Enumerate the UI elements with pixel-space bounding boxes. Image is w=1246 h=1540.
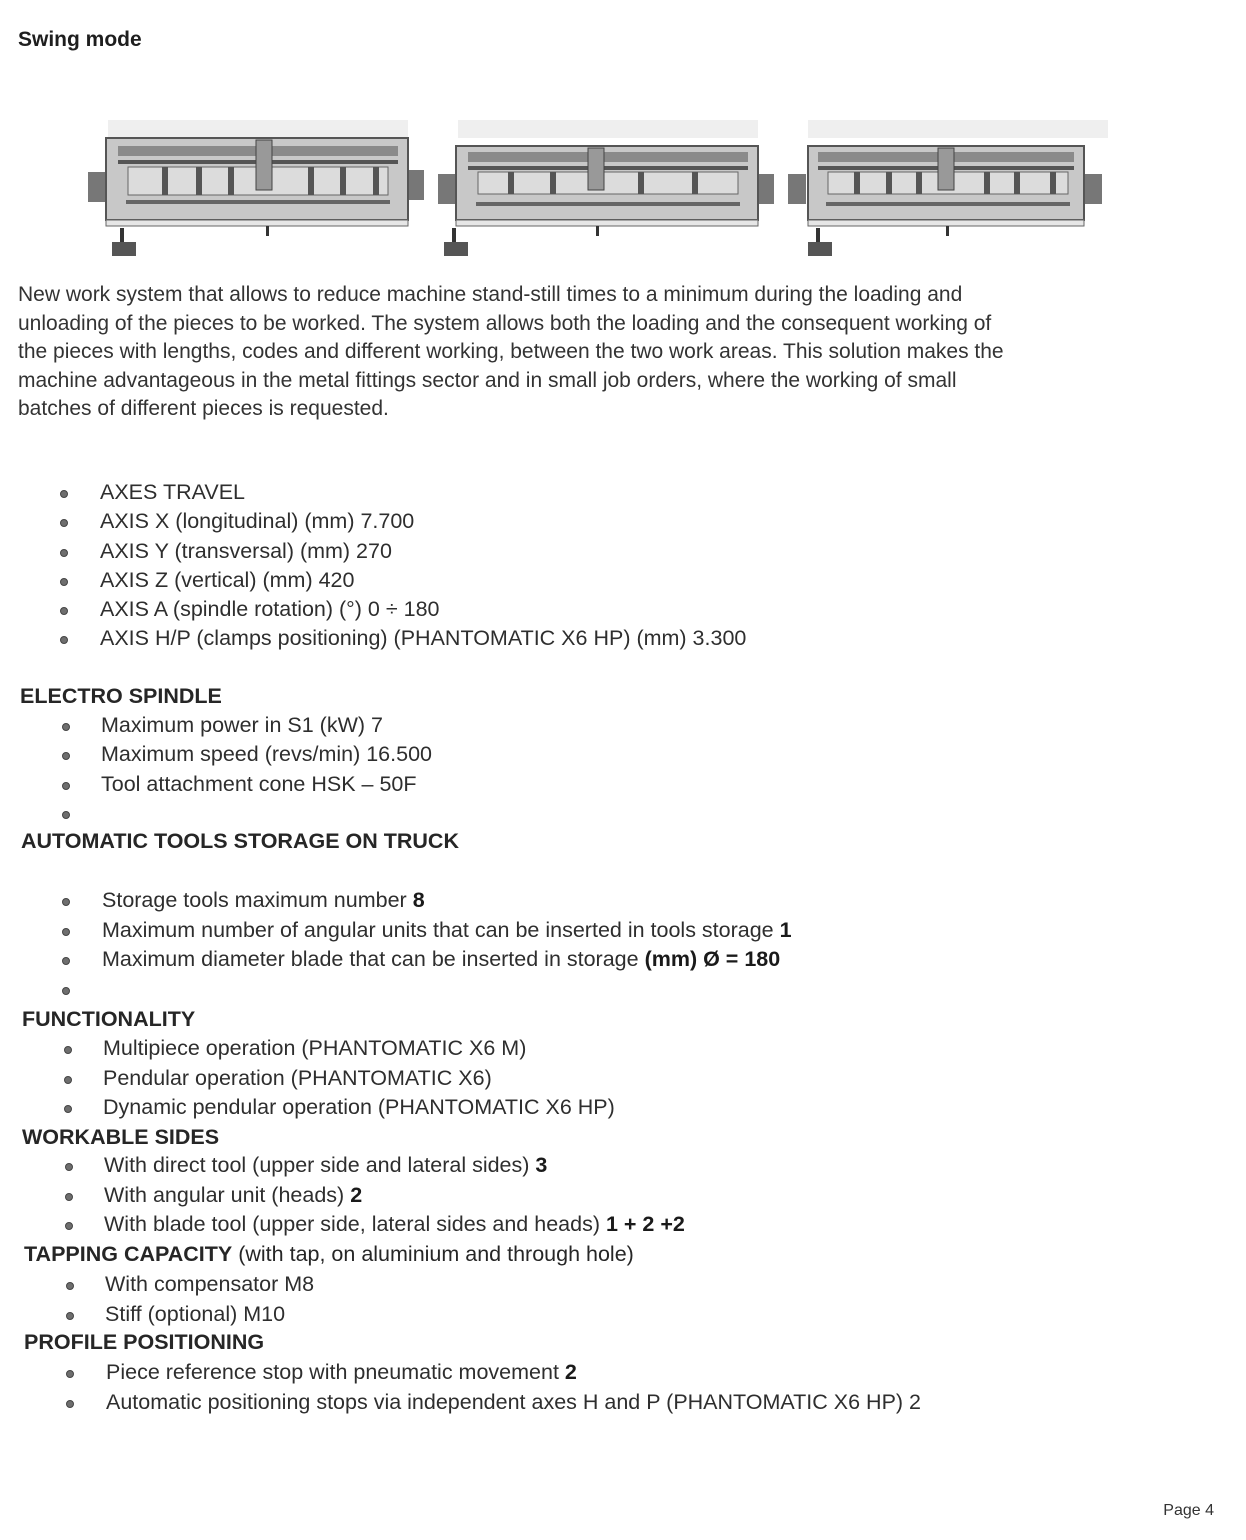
- bullet-icon: [62, 752, 70, 760]
- bullet-icon: [66, 1312, 74, 1320]
- list-item: Maximum number of angular units that can be inserted in tools storage 1: [62, 918, 792, 948]
- list-item: AXIS H/P (clamps positioning) (PHANTOMATIC X6 HP) (mm) 3.300: [60, 626, 746, 655]
- section-heading-profile-positioning: PROFILE POSITIONING: [24, 1330, 265, 1354]
- section-heading-tapping-capacity: TAPPING CAPACITY (with tap, on aluminium and through hole): [24, 1242, 634, 1266]
- section-heading-workable-sides: WORKABLE SIDES: [22, 1125, 220, 1149]
- list-item: Stiff (optional) M10: [66, 1302, 314, 1332]
- axes-list: [60, 480, 746, 656]
- intro-line: New work system that allows to reduce machine stand-still times to a minimum during the loading and: [18, 283, 963, 306]
- bullet-icon: [60, 607, 68, 615]
- page-number: Page 4: [1163, 1502, 1214, 1519]
- list-item: Automatic positioning stops via independent axes H and P (PHANTOMATIC X6 HP) 2: [66, 1390, 921, 1420]
- list-item: Dynamic pendular operation (PHANTOMATIC X6 HP): [64, 1095, 615, 1125]
- list-item: With direct tool (upper side and lateral sides) 3: [65, 1153, 685, 1183]
- list-item: AXIS A (spindle rotation) (°) 0 ÷ 180: [60, 597, 746, 626]
- tools-storage-list: [62, 888, 792, 1007]
- bullet-icon: [62, 782, 70, 790]
- bullet-icon: [60, 578, 68, 586]
- bullet-icon: [65, 1163, 73, 1171]
- list-item: With blade tool (upper side, lateral sides and heads) 1 + 2 +2: [65, 1212, 685, 1242]
- list-item: AXIS X (longitudinal) (mm) 7.700: [60, 509, 746, 538]
- bullet-icon: [60, 636, 68, 644]
- bullet-icon: [66, 1282, 74, 1290]
- bullet-icon: [65, 1193, 73, 1201]
- section-heading-tools-storage: AUTOMATIC TOOLS STORAGE ON TRUCK: [21, 829, 459, 853]
- page-title: Swing mode: [18, 28, 142, 51]
- bullet-icon: [65, 1222, 73, 1230]
- list-item: Storage tools maximum number 8: [62, 888, 792, 918]
- list-item: Piece reference stop with pneumatic movement 2: [66, 1360, 921, 1390]
- section-heading-electro-spindle: ELECTRO SPINDLE: [20, 684, 222, 708]
- bullet-icon: [66, 1400, 74, 1408]
- list-item: With compensator M8: [66, 1272, 314, 1302]
- workable-sides-list: [65, 1153, 685, 1242]
- list-item: [62, 801, 432, 830]
- list-item: [62, 977, 792, 1007]
- bullet-icon: [60, 519, 68, 527]
- list-item: AXIS Z (vertical) (mm) 420: [60, 568, 746, 597]
- machine-illustration-2: [438, 112, 778, 262]
- functionality-list: [64, 1036, 615, 1125]
- bullet-icon: [62, 928, 70, 936]
- bullet-icon: [62, 811, 70, 819]
- intro-paragraph: [18, 281, 1198, 424]
- bullet-icon: [62, 987, 70, 995]
- list-item: Maximum diameter blade that can be inserted in storage (mm) Ø = 180: [62, 947, 792, 977]
- section-heading-functionality: FUNCTIONALITY: [22, 1007, 196, 1031]
- list-item: Multipiece operation (PHANTOMATIC X6 M): [64, 1036, 615, 1066]
- list-item: With angular unit (heads) 2: [65, 1183, 685, 1213]
- intro-line: unloading of the pieces to be worked. The system allows both the loading and the consequent working of: [18, 311, 992, 335]
- bullet-icon: [64, 1105, 72, 1113]
- list-item: Maximum speed (revs/min) 16.500: [62, 742, 432, 771]
- list-item: AXES TRAVEL: [60, 480, 746, 509]
- list-item: Pendular operation (PHANTOMATIC X6): [64, 1066, 615, 1096]
- electro-spindle-list: [62, 713, 432, 830]
- list-item: AXIS Y (transversal) (mm) 270: [60, 539, 746, 568]
- bullet-icon: [66, 1370, 74, 1378]
- list-item: Maximum power in S1 (kW) 7: [62, 713, 432, 742]
- bullet-icon: [64, 1046, 72, 1054]
- machine-figures: [88, 112, 1104, 262]
- machine-illustration-1: [88, 112, 428, 262]
- bullet-icon: [60, 490, 68, 498]
- intro-line: the pieces with lengths, codes and different working, between the two work areas. This solution makes the: [18, 340, 1004, 363]
- intro-line: batches of different pieces is requested.: [18, 397, 389, 420]
- tapping-list: [66, 1272, 314, 1331]
- list-item: Tool attachment cone HSK – 50F: [62, 772, 432, 801]
- bullet-icon: [62, 957, 70, 965]
- bullet-icon: [64, 1076, 72, 1084]
- profile-positioning-list: [66, 1360, 921, 1419]
- bullet-icon: [62, 723, 70, 731]
- machine-illustration-3: [788, 112, 1128, 262]
- bullet-icon: [62, 898, 70, 906]
- bullet-icon: [60, 549, 68, 557]
- intro-line: machine advantageous in the metal fittings sector and in small job orders, where the working of small: [18, 368, 957, 392]
